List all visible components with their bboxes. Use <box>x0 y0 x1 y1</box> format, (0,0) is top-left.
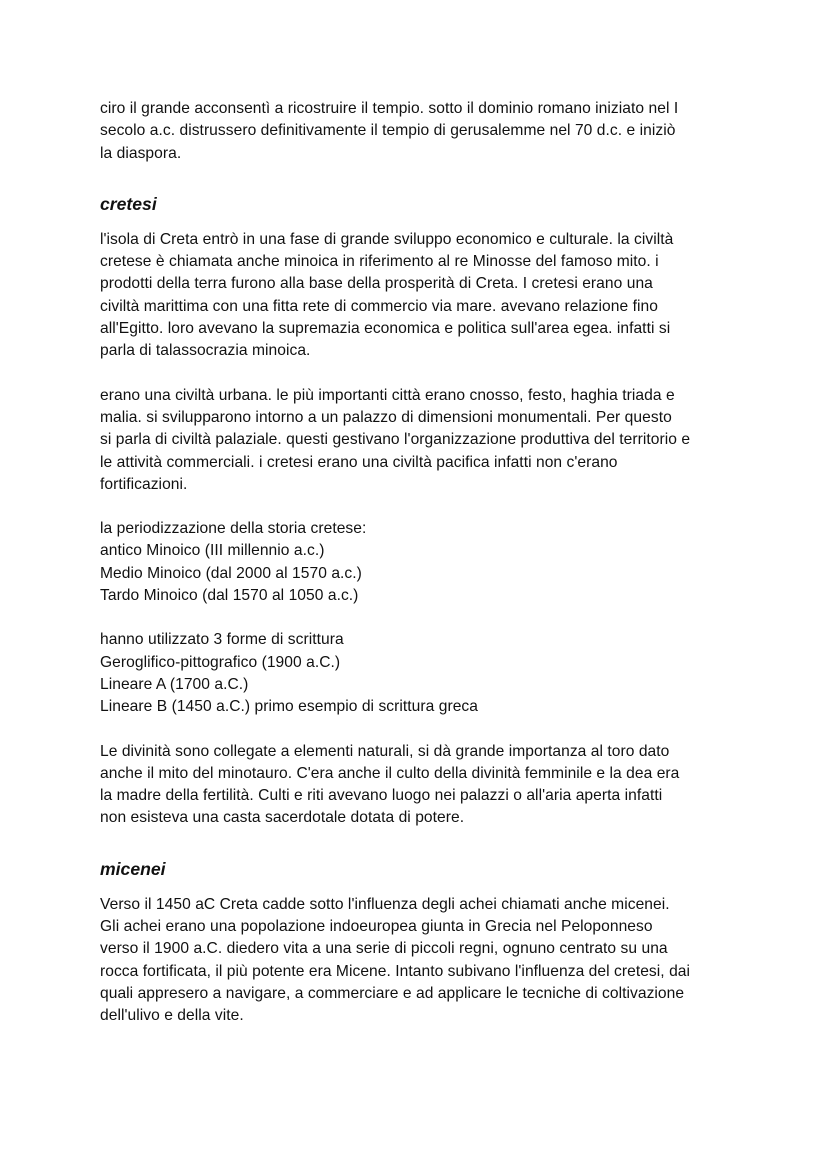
text-line: non esisteva una casta sacerdotale dotata di potere. <box>100 809 465 827</box>
text-line: Geroglifico-pittografico (1900 a.C.) <box>100 653 341 671</box>
text-line: civiltà marittima con una fitta rete di commercio via mare. avevano relazione fino <box>100 297 658 315</box>
text-line: malia. si svilupparono intorno a un palazzo di dimensioni monumentali. Per questo <box>100 408 672 426</box>
text-line: Tardo Minoico (dal 1570 al 1050 a.c.) <box>100 587 359 605</box>
text-line: la madre della fertilità. Culti e riti avevano luogo nei palazzi o all'aria aperta infatti <box>100 787 663 805</box>
text-line: la periodizzazione della storia cretese: <box>100 520 367 538</box>
cretesi-paragraph-2 <box>100 385 740 496</box>
document-page <box>100 98 740 1050</box>
text-line: Verso il 1450 aC Creta cadde sotto l'influenza degli achei chiamati anche micenei. <box>100 895 670 913</box>
text-line: secolo a.c. distrussero definitivamente il tempio di gerusalemme nel 70 d.c. e iniziò <box>100 122 676 140</box>
section-heading-micenei: micenei <box>100 858 166 879</box>
text-line: si parla di civiltà palaziale. questi gestivano l'organizzazione produttiva del territorio e <box>100 431 691 449</box>
text-line: Le divinità sono collegate a elementi naturali, si dà grande importanza al toro dato <box>100 742 670 760</box>
text-line: le attività commerciali. i cretesi erano una civiltà pacifica infatti non c'erano <box>100 453 618 471</box>
text-line: all'Egitto. loro avevano la supremazia economica e politica sull'area egea. infatti si <box>100 320 671 338</box>
text-line: erano una civiltà urbana. le più importanti città erano cnosso, festo, haghia triada e <box>100 386 675 404</box>
text-line: antico Minoico (III millennio a.c.) <box>100 542 325 560</box>
text-line: anche il mito del minotauro. C'era anche il culto della divinità femminile e la dea era <box>100 764 680 782</box>
text-line: rocca fortificata, il più potente era Micene. Intanto subivano l'influenza del cretesi, dai <box>100 962 691 980</box>
text-line: hanno utilizzato 3 forme di scrittura <box>100 631 344 649</box>
text-line: verso il 1900 a.C. diedero vita a una serie di piccoli regni, ognuno centrato su una <box>100 940 668 958</box>
text-line: parla di talassocrazia minoica. <box>100 342 311 360</box>
cretesi-periodization <box>100 518 740 607</box>
section-heading-cretesi: cretesi <box>100 193 157 214</box>
text-line: Lineare A (1700 a.C.) <box>100 675 249 693</box>
text-line: prodotti della terra furono alla base della prosperità di Creta. I cretesi erano una <box>100 275 653 293</box>
text-line: ciro il grande acconsentì a ricostruire il tempio. sotto il dominio romano iniziato nel I <box>100 100 679 117</box>
text-line: cretese è chiamata anche minoica in riferimento al re Minosse del famoso mito. i <box>100 253 659 271</box>
text-line: Lineare B (1450 a.C.) primo esempio di scrittura greca <box>100 698 478 716</box>
text-line: l'isola di Creta entrò in una fase di grande sviluppo economico e culturale. la civiltà <box>100 230 674 248</box>
cretesi-religion <box>100 741 740 830</box>
intro-paragraph <box>100 98 740 165</box>
text-line: dell'ulivo e della vite. <box>100 1007 244 1025</box>
micenei-paragraph-1 <box>100 894 740 1028</box>
cretesi-paragraph-1 <box>100 229 740 363</box>
text-line: quali appresero a navigare, a commerciare e ad applicare le tecniche di coltivazione <box>100 984 685 1002</box>
text-line: fortificazioni. <box>100 475 188 493</box>
text-line: Gli achei erano una popolazione indoeuropea giunta in Grecia nel Peloponneso <box>100 918 653 936</box>
text-line: la diaspora. <box>100 144 182 162</box>
text-line: Medio Minoico (dal 2000 al 1570 a.c.) <box>100 564 362 582</box>
cretesi-writing <box>100 629 740 718</box>
